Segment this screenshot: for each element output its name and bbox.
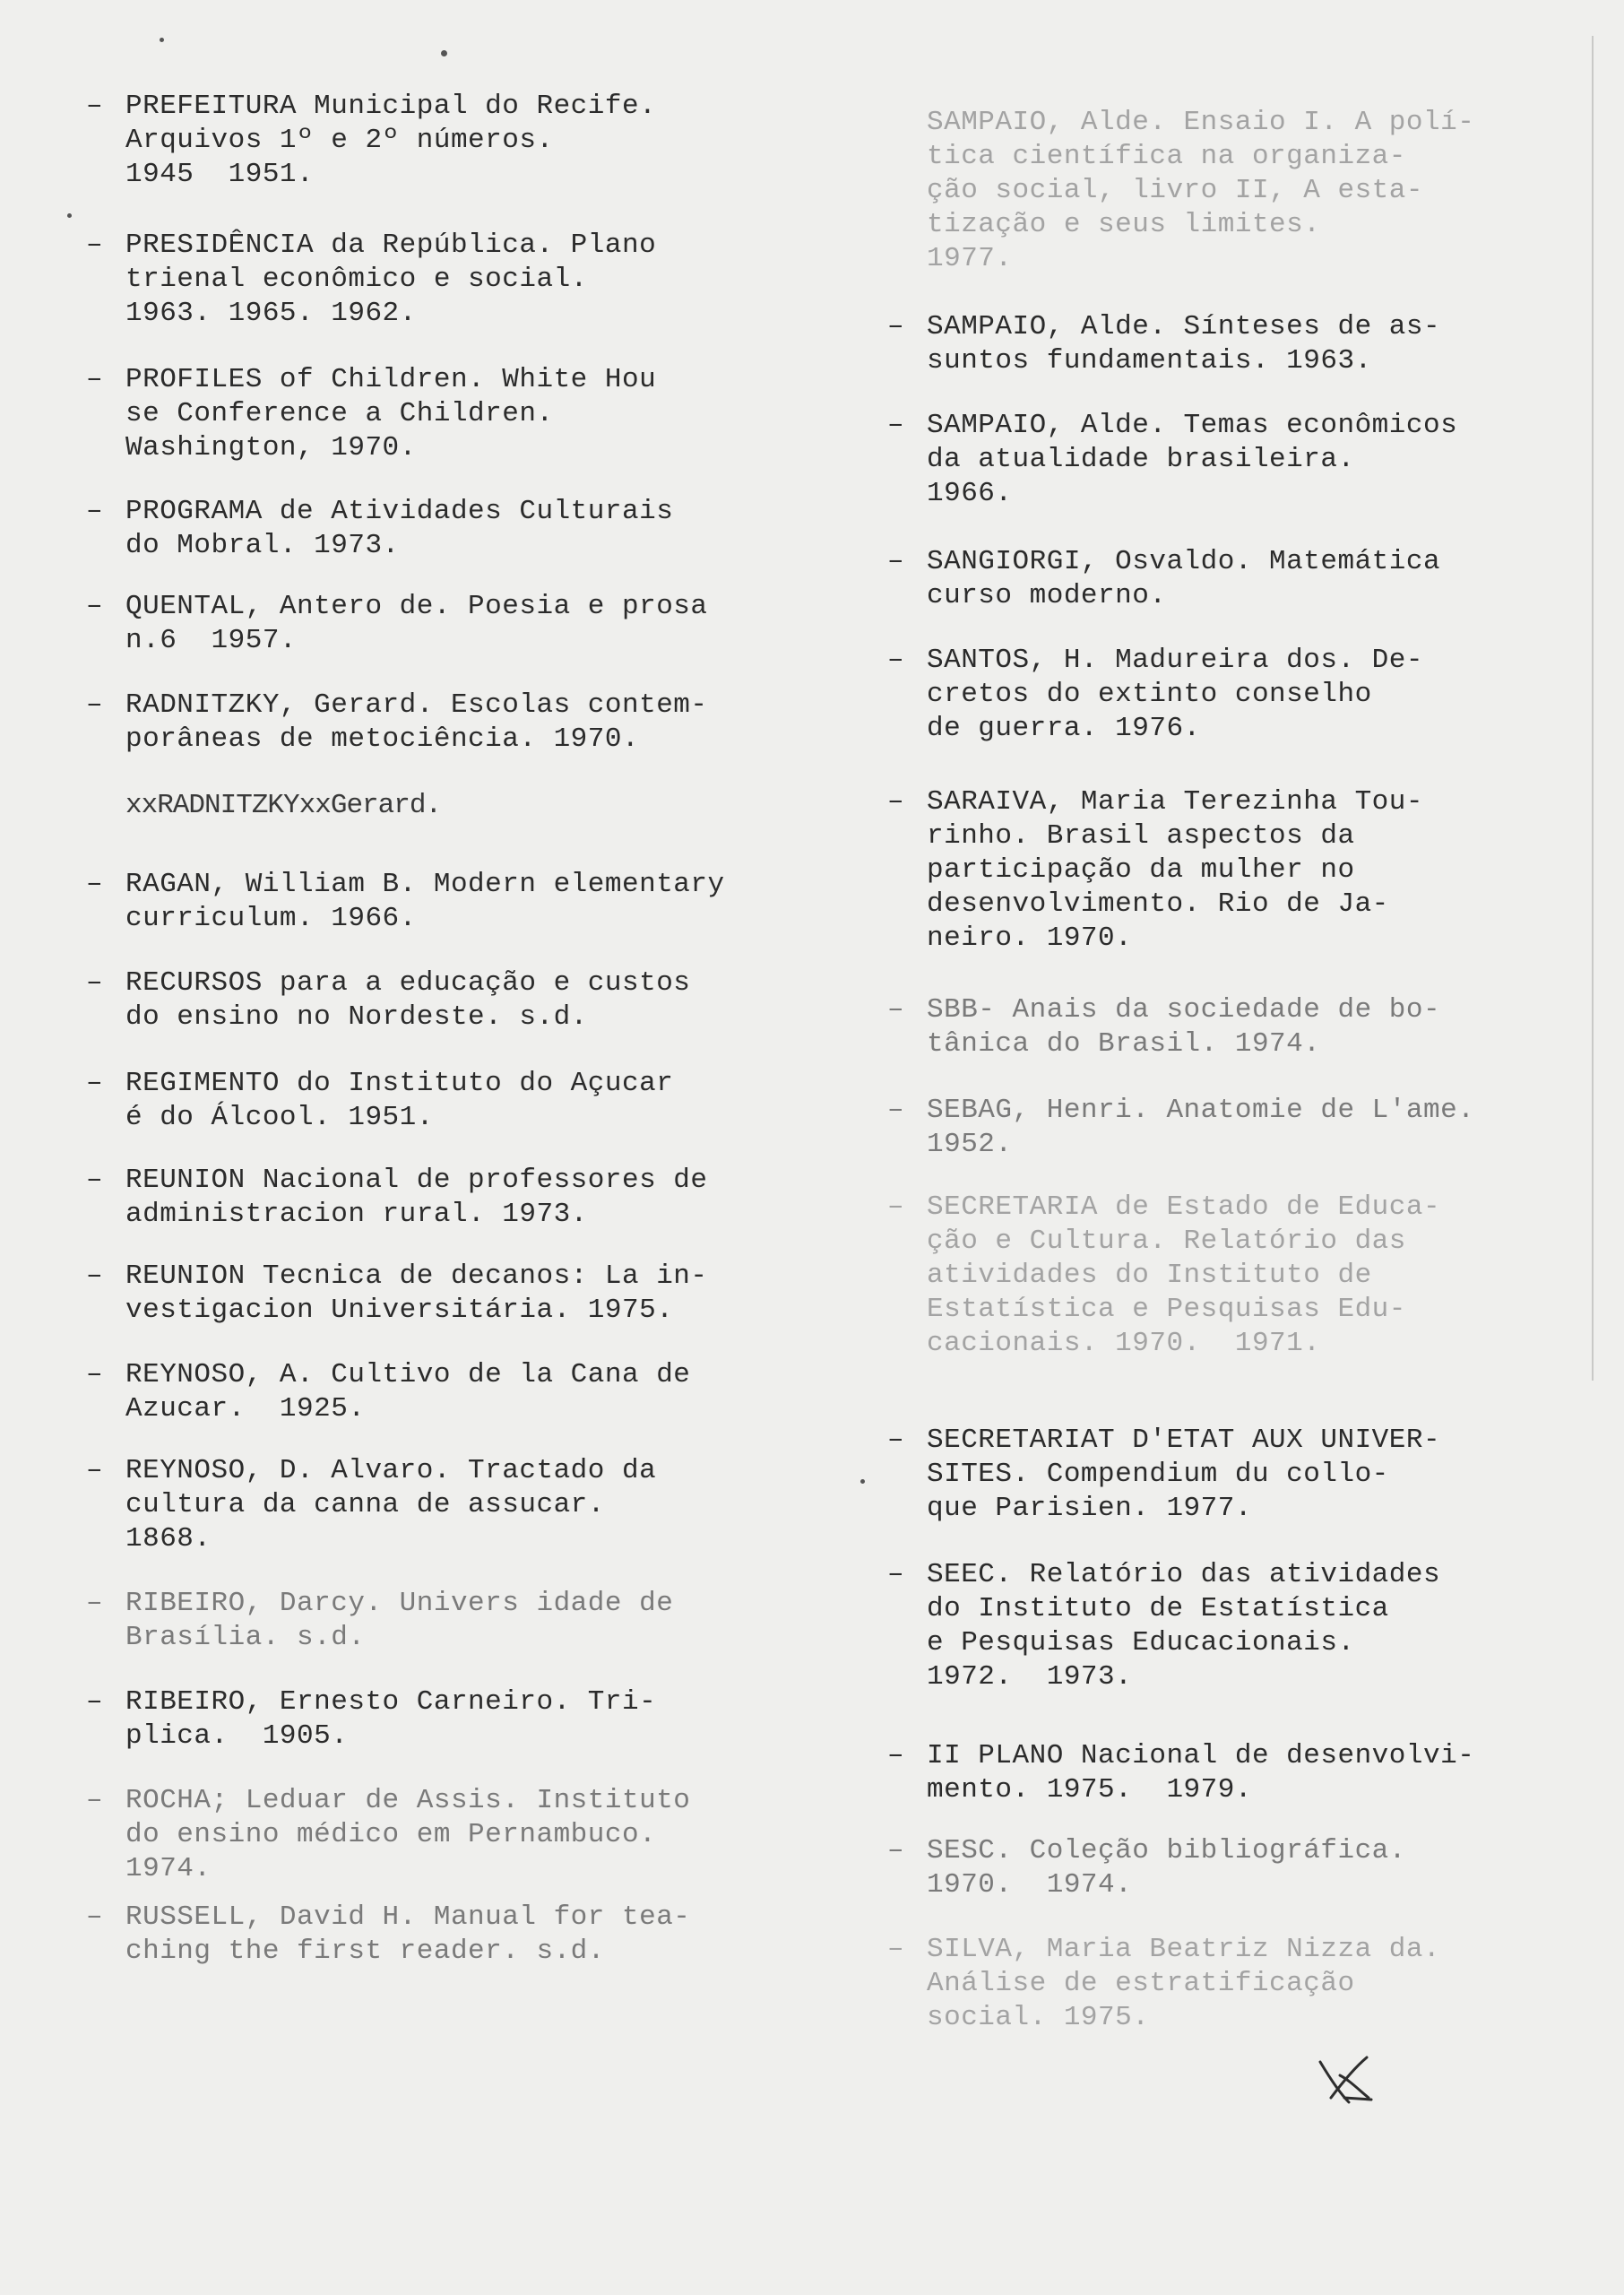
bullet-dash: – [86, 1455, 104, 1486]
entry-text: do ensino no Nordeste. s.d. [125, 1001, 588, 1033]
entry-text: de guerra. 1976. [927, 713, 1201, 744]
bullet-dash: – [86, 1588, 104, 1619]
entry-text: xxRADNITZKYxxGerard. [125, 790, 442, 821]
entry-line [86, 789, 441, 823]
entry-line [887, 1327, 1440, 1361]
bullet-dash: – [86, 869, 104, 900]
entry-text: PROGRAMA de Atividades Culturais [125, 496, 674, 527]
entry-text: do Mobral. 1973. [125, 530, 400, 561]
entry-text: Brasília. s.d. [125, 1622, 366, 1653]
entry-text: SANTOS, H. Madureira dos. De- [927, 645, 1423, 676]
entry-line [86, 397, 656, 431]
entry-line [86, 1000, 690, 1035]
left-entry [86, 1454, 656, 1556]
entry-line [887, 1967, 1440, 2001]
entry-text: curriculum. 1966. [125, 903, 417, 934]
entry-line [887, 1933, 1440, 1967]
left-entry [86, 789, 441, 823]
bullet-dash: – [887, 1191, 905, 1223]
entry-text: PROFILES of Children. White Hou [125, 364, 657, 395]
entry-text: SBB- Anais da sociedade de bo- [927, 994, 1441, 1026]
entry-line [887, 993, 1440, 1027]
bullet-dash: – [887, 1934, 905, 1965]
entry-text: ção e Cultura. Relatório das [927, 1225, 1406, 1257]
left-entry [86, 1587, 673, 1655]
ink-speck [441, 50, 447, 56]
entry-text: que Parisien. 1977. [927, 1493, 1252, 1524]
entry-text: RIBEIRO, Ernesto Carneiro. Tri- [125, 1686, 657, 1718]
handwritten-mark-icon [1313, 2053, 1376, 2107]
entry-text: SAMPAIO, Alde. Ensaio I. A polí- [927, 107, 1475, 138]
entry-text: SAMPAIO, Alde. Sínteses de as- [927, 311, 1441, 342]
entry-line [86, 868, 725, 902]
entry-text: vestigacion Universitária. 1975. [125, 1295, 674, 1326]
ink-speck [67, 213, 72, 218]
entry-line [86, 1784, 690, 1818]
entry-text: 1972. 1973. [927, 1661, 1133, 1693]
entry-text: QUENTAL, Antero de. Poesia e prosa [125, 591, 708, 622]
entry-text: 1966. [927, 478, 1013, 509]
entry-line [887, 1424, 1440, 1458]
page-edge-line [1592, 36, 1594, 1381]
bullet-dash: – [86, 364, 104, 395]
entry-line [86, 590, 708, 624]
left-entry [86, 495, 673, 563]
bullet-dash: – [86, 967, 104, 999]
entry-text: Arquivos 1º e 2º números. [125, 125, 554, 156]
entry-line [887, 1293, 1440, 1327]
bullet-dash: – [887, 410, 905, 441]
bullet-dash: – [887, 645, 905, 676]
bullet-dash: – [86, 1165, 104, 1196]
entry-line [887, 579, 1440, 613]
entry-line [887, 712, 1423, 746]
entry-line [887, 785, 1423, 819]
entry-text: RECURSOS para a educação e custos [125, 967, 691, 999]
entry-text: é do Álcool. 1951. [125, 1102, 434, 1133]
ink-speck [160, 38, 164, 42]
entry-text: do ensino médico em Pernambuco. [125, 1819, 657, 1850]
entry-line [887, 344, 1440, 378]
entry-text: Azucar. 1925. [125, 1393, 366, 1425]
entry-text: SANGIORGI, Osvaldo. Matemática [927, 546, 1441, 577]
right-entry [887, 993, 1440, 1061]
entry-text: cacionais. 1970. 1971. [927, 1328, 1321, 1359]
left-entry [86, 868, 725, 936]
entry-line [86, 902, 725, 936]
entry-text: REUNION Nacional de professores de [125, 1165, 708, 1196]
entry-text: 1868. [125, 1523, 212, 1555]
entry-text: ção social, livro II, A esta- [927, 175, 1423, 206]
entry-line [86, 1522, 656, 1556]
entry-text: SARAIVA, Maria Terezinha Tou- [927, 786, 1423, 818]
entry-text: PREFEITURA Municipal do Recife. [125, 91, 657, 122]
entry-line [887, 310, 1440, 344]
entry-line [887, 1834, 1406, 1868]
entry-line [86, 1587, 673, 1621]
right-entry [887, 644, 1423, 746]
bullet-dash: – [86, 1686, 104, 1718]
right-entry [887, 1933, 1440, 2035]
entry-line [86, 1392, 690, 1426]
entry-line [887, 853, 1423, 888]
left-entry [86, 688, 708, 757]
entry-line [86, 529, 673, 563]
bullet-dash: – [887, 311, 905, 342]
bullet-dash: – [86, 1901, 104, 1933]
entry-text: 1952. [927, 1129, 1013, 1160]
entry-text: REUNION Tecnica de decanos: La in- [125, 1260, 708, 1292]
entry-text: RUSSELL, David H. Manual for tea- [125, 1901, 691, 1933]
entry-text: SEEC. Relatório das atividades [927, 1559, 1441, 1590]
entry-line [86, 1685, 656, 1719]
entry-text: rinho. Brasil aspectos da [927, 820, 1355, 852]
entry-text: mento. 1975. 1979. [927, 1774, 1252, 1806]
entry-line [887, 1739, 1474, 1773]
right-entry [887, 1558, 1440, 1694]
left-entry [86, 1901, 690, 1969]
entry-text: ching the first reader. s.d. [125, 1936, 605, 1967]
entry-text: SITES. Compendium du collo- [927, 1459, 1389, 1490]
entry-line [86, 723, 708, 757]
entry-text: tânica do Brasil. 1974. [927, 1028, 1321, 1060]
entry-text: porâneas de metociência. 1970. [125, 723, 640, 755]
bullet-dash: – [887, 1095, 905, 1126]
entry-line [86, 1488, 656, 1522]
entry-line [86, 229, 656, 263]
entry-text: Análise de estratificação [927, 1968, 1355, 1999]
bullet-dash: – [86, 1260, 104, 1292]
entry-text: desenvolvimento. Rio de Ja- [927, 888, 1389, 920]
entry-text: suntos fundamentais. 1963. [927, 345, 1372, 377]
entry-line [86, 1067, 673, 1101]
entry-text: 1977. [927, 243, 1013, 274]
left-entry [86, 1260, 708, 1328]
entry-line [887, 1592, 1440, 1626]
entry-line [86, 966, 690, 1000]
entry-line [887, 1558, 1440, 1592]
bullet-dash: – [86, 1785, 104, 1816]
left-entry [86, 966, 690, 1035]
bullet-dash: – [887, 1425, 905, 1456]
entry-text: neiro. 1970. [927, 922, 1133, 954]
bullet-dash: – [887, 994, 905, 1026]
bullet-dash: – [86, 1359, 104, 1390]
entry-line [86, 1260, 708, 1294]
entry-text: REYNOSO, A. Cultivo de la Cana de [125, 1359, 691, 1390]
entry-text: se Conference a Children. [125, 398, 554, 429]
entry-text: SEBAG, Henri. Anatomie de L'ame. [927, 1095, 1475, 1126]
right-entry [887, 310, 1440, 378]
entry-text: Washington, 1970. [125, 432, 417, 463]
entry-line [887, 888, 1423, 922]
entry-line [887, 1259, 1440, 1293]
entry-line [887, 1458, 1440, 1492]
right-entry [887, 409, 1457, 511]
entry-text: PRESIDÊNCIA da República. Plano [125, 230, 657, 261]
entry-line [86, 1164, 708, 1198]
right-entry [887, 1739, 1474, 1807]
entry-line [887, 545, 1440, 579]
entry-text: cretos do extinto conselho [927, 679, 1372, 710]
entry-text: tização e seus limites. [927, 209, 1321, 240]
entry-text: da atualidade brasileira. [927, 444, 1355, 475]
entry-line [86, 688, 708, 723]
entry-line [887, 1128, 1474, 1162]
entry-line [887, 1225, 1440, 1259]
ink-speck [860, 1479, 865, 1484]
bullet-dash: – [887, 1559, 905, 1590]
entry-line [887, 2001, 1440, 2035]
bullet-dash: – [86, 1068, 104, 1099]
entry-text: tica científica na organiza- [927, 141, 1406, 172]
entry-line [887, 409, 1457, 443]
entry-line [86, 263, 656, 297]
entry-line [887, 819, 1423, 853]
entry-line [887, 443, 1457, 477]
left-entry [86, 1067, 673, 1135]
right-entry [887, 1424, 1440, 1526]
entry-line [887, 644, 1423, 678]
entry-text: SILVA, Maria Beatriz Nizza da. [927, 1934, 1441, 1965]
entry-text: do Instituto de Estatística [927, 1593, 1389, 1624]
entry-text: ROCHA; Leduar de Assis. Instituto [125, 1785, 691, 1816]
entry-line [86, 1818, 690, 1852]
entry-text: curso moderno. [927, 580, 1167, 611]
right-entry [887, 785, 1423, 956]
entry-line [86, 297, 656, 331]
left-entry [86, 229, 656, 331]
entry-text: n.6 1957. [125, 625, 298, 656]
entry-line [86, 90, 656, 124]
entry-text: RAGAN, William B. Modern elementary [125, 869, 725, 900]
right-entry [887, 1191, 1440, 1361]
entry-text: atividades do Instituto de [927, 1260, 1372, 1291]
entry-text: RADNITZKY, Gerard. Escolas contem- [125, 689, 708, 721]
entry-line [86, 1935, 690, 1969]
entry-line [887, 242, 1474, 276]
entry-line [887, 678, 1423, 712]
bullet-dash: – [86, 591, 104, 622]
left-entry [86, 1164, 708, 1232]
right-entry [887, 1834, 1406, 1902]
entry-line [86, 1719, 656, 1754]
entry-text: trienal econômico e social. [125, 264, 588, 295]
entry-line [887, 1094, 1474, 1128]
left-entry [86, 590, 708, 658]
entry-line [887, 1868, 1406, 1902]
entry-line [887, 1660, 1440, 1694]
left-entry [86, 1685, 656, 1754]
bullet-dash: – [887, 786, 905, 818]
entry-line [86, 624, 708, 658]
entry-text: REYNOSO, D. Alvaro. Tractado da [125, 1455, 657, 1486]
bullet-dash: – [887, 1835, 905, 1866]
bullet-dash: – [887, 1740, 905, 1771]
left-entry [86, 90, 656, 192]
entry-text: plica. 1905. [125, 1720, 349, 1752]
entry-line [86, 495, 673, 529]
entry-text: Estatística e Pesquisas Edu- [927, 1294, 1406, 1325]
entry-line [887, 922, 1423, 956]
entry-text: administracion rural. 1973. [125, 1199, 588, 1230]
entry-line [887, 1626, 1440, 1660]
entry-line [86, 1294, 708, 1328]
entry-line [86, 1198, 708, 1232]
bullet-dash: – [86, 496, 104, 527]
entry-text: 1974. [125, 1853, 212, 1884]
entry-line [887, 106, 1474, 140]
entry-line [86, 1101, 673, 1135]
entry-line [887, 208, 1474, 242]
entry-text: 1945 1951. [125, 159, 315, 190]
entry-text: cultura da canna de assucar. [125, 1489, 605, 1520]
left-entry [86, 1358, 690, 1426]
entry-text: REGIMENTO do Instituto do Açucar [125, 1068, 674, 1099]
entry-line [86, 1358, 690, 1392]
entry-text: RIBEIRO, Darcy. Univers idade de [125, 1588, 674, 1619]
right-entry [887, 545, 1440, 613]
left-entry [86, 1784, 690, 1886]
entry-line [887, 477, 1457, 511]
entry-line [887, 1027, 1440, 1061]
entry-line [86, 158, 656, 192]
entry-line [887, 1773, 1474, 1807]
entry-line [86, 124, 656, 158]
entry-text: SESC. Coleção bibliográfica. [927, 1835, 1406, 1866]
right-entry [887, 1094, 1474, 1162]
entry-line [86, 363, 656, 397]
entry-line [86, 1852, 690, 1886]
entry-text: e Pesquisas Educacionais. [927, 1627, 1355, 1658]
entry-line [86, 1901, 690, 1935]
left-entry [86, 363, 656, 465]
entry-text: SECRETARIA de Estado de Educa- [927, 1191, 1441, 1223]
entry-line [86, 1454, 656, 1488]
bullet-dash: – [887, 546, 905, 577]
entry-text: SAMPAIO, Alde. Temas econômicos [927, 410, 1458, 441]
bullet-dash: – [86, 91, 104, 122]
entry-line [887, 1492, 1440, 1526]
entry-text: participação da mulher no [927, 854, 1355, 886]
entry-line [887, 174, 1474, 208]
entry-text: II PLANO Nacional de desenvolvi- [927, 1740, 1475, 1771]
entry-line [86, 1621, 673, 1655]
bullet-dash: – [86, 230, 104, 261]
entry-line [887, 1191, 1440, 1225]
entry-text: 1970. 1974. [927, 1869, 1133, 1901]
entry-text: 1963. 1965. 1962. [125, 298, 417, 329]
right-entry [887, 106, 1474, 276]
entry-line [86, 431, 656, 465]
bullet-dash: – [86, 689, 104, 721]
entry-line [887, 140, 1474, 174]
entry-text: social. 1975. [927, 2002, 1150, 2033]
entry-text: SECRETARIAT D'ETAT AUX UNIVER- [927, 1425, 1441, 1456]
